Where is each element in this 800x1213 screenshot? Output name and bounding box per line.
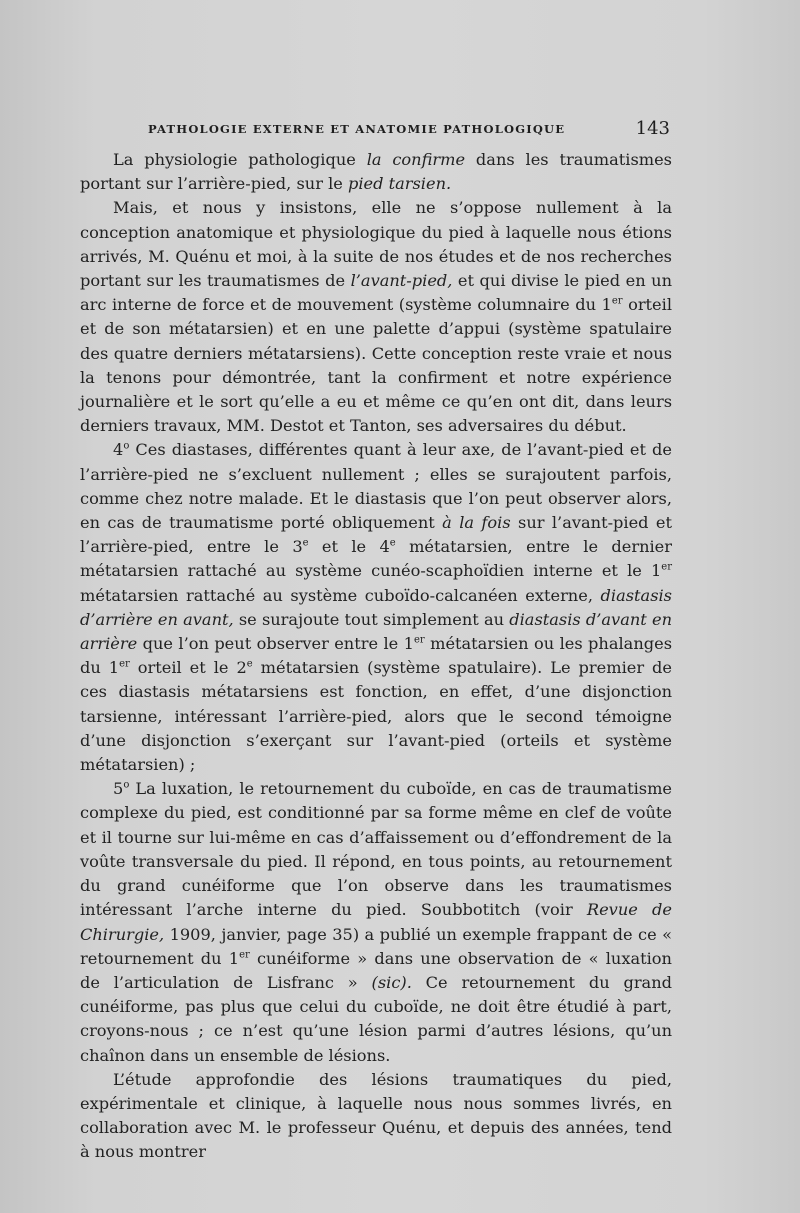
paragraph: 5$^o$ La luxation, le retournement du cuboïde, en cas de traumatisme complexe du pied, est conditionné par sa forme même en clef de voûte et il tourne sur lui-même en cas d’affaissement ou d’effondrement de la voûte transversale du pied. Il répond, en tous points, au retournement du grand cunéiforme que l’on observe dans les traumatismes intéressant l’arche interne du pied. Soubbotitch (voir Revue de Chirurgie, 1909, janvier, page 35) a publié un exemple frappant de ce « retournement du 1er cunéiforme » dans une observation de « luxation de l’articulation de Lisfranc » (sic). Ce retournement du grand cunéiforme, pas plus que celui du cuboïde, ne doit être étudié à part, croyons-nous ; ce n’est qu’une lésion parmi d’autres lésions, qu’un chaînon dans un ensemble de lésions. [80,779,672,1065]
body-text [80,148,672,1165]
paragraph: 4$^o$ Ces diastases, différentes quant à leur axe, de l’avant-pied et de l’arrière-pied ne s’excluent nullement ; elles se surajoutent parfois, comme chez notre malade. Et le diastasis que l’on peut observer alors, en cas de traumatisme porté obliquement à la fois sur l’avant-pied et l’arrière-pied, entre le 3e et le 4e métatarsien, entre le dernier métatarsien rattaché au système cunéo-scaphoïdien interne et le 1er métatarsien rattaché au système cuboïdo-calcanéen externe, diastasis d’arrière en avant, se surajoute tout simplement au diastasis d’avant en arrière que l’on peut observer entre le 1er métatarsien ou les phalanges du 1er orteil et le 2e métatarsien (système spatulaire). Le premier de ces diastasis métatarsiens est fonction, en effet, d’une disjonction tarsienne, intéressant l’arrière-pied, alors que le second témoigne d’une disjonction s’exerçant sur l’avant-pied (orteils et système métatarsien) ; [80,440,673,775]
paragraph: L’étude approfondie des lésions traumatiques du pied, expérimentale et clinique, à laquelle nous nous sommes livrés, en collaboration avec M. le professeur Quénu, et depuis des années, tend à nous montrer [80,1069,672,1162]
page-number: 143 [635,118,670,139]
paragraph: Mais, et nous y insistons, elle ne s’oppose nullement à la conception anatomique et physiologique du pied à laquelle nous étions arrivés, M. Quénu et moi, à la suite de nos études et de nos recherches portant sur les traumatismes de l’avant-pied, et qui divise le pied en un arc interne de force et de mouvement (système columnaire du 1er orteil et de son métatarsien) et en une palette d’appui (système spatulaire des quatre derniers métatarsiens). Cette conception reste vraie et nous la tenons pour démontrée, tant la confirment et notre expérience journalière et le sort qu’elle a eu et même ce qu’en ont dit, dans leurs derniers travaux, MM. Destot et Tanton, ses adversaires du début. [80,198,672,436]
running-title: PATHOLOGIE EXTERNE ET ANATOMIE PATHOLOGIQUE [148,122,566,136]
paragraph: La physiologie pathologique la confirme dans les traumatismes portant sur l’arrière-pied, sur le pied tarsien. [80,150,672,194]
page-header [140,118,670,142]
